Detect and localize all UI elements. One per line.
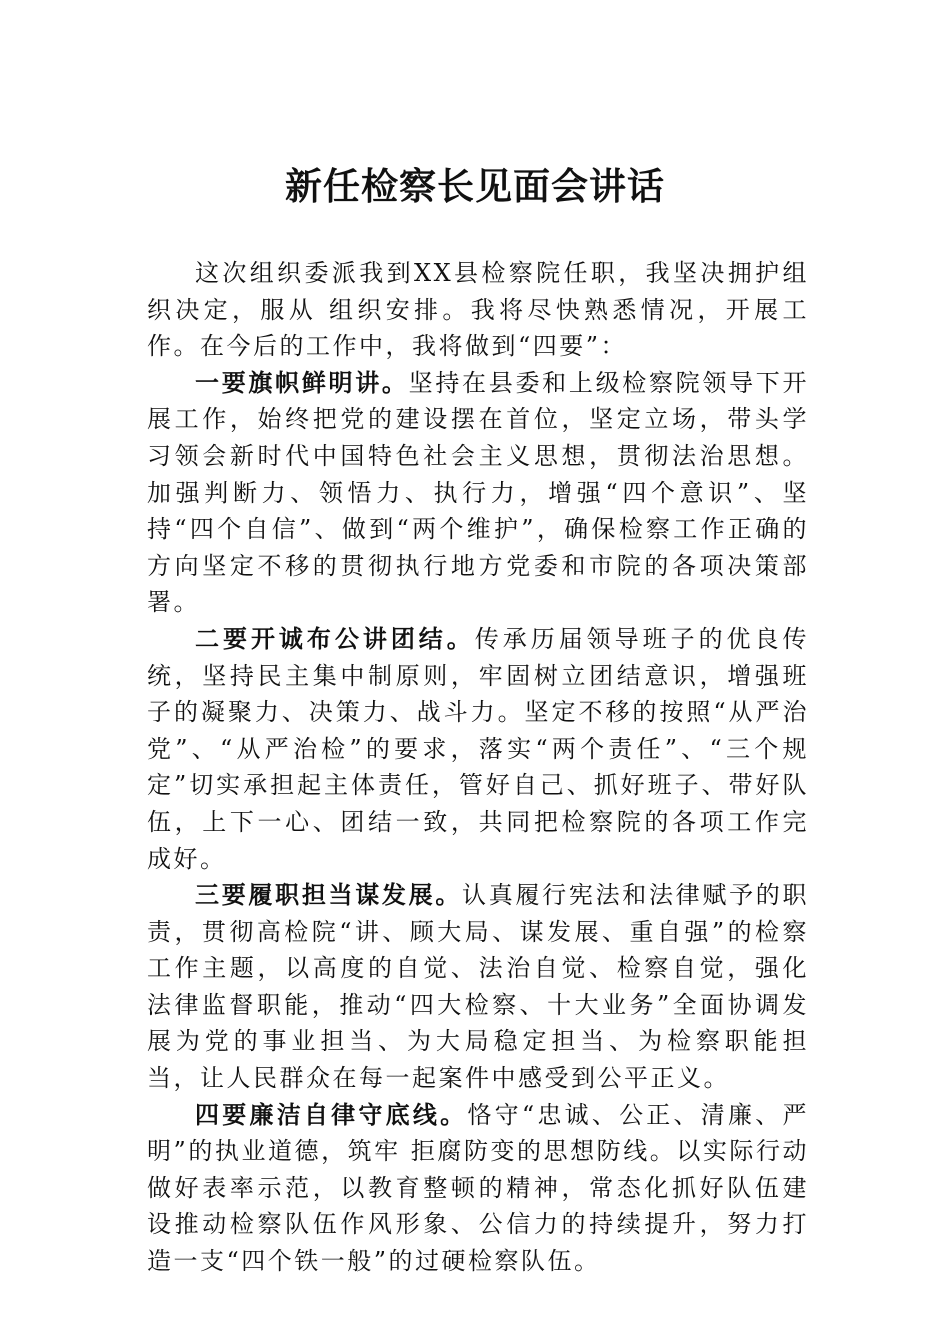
document-body (147, 255, 809, 1280)
section-heading-1: 一要旗帜鲜明讲。 (195, 367, 409, 397)
section-paragraph-3 (147, 877, 809, 1097)
section-paragraph-4 (147, 1097, 809, 1280)
section-heading-2: 二要开诚布公讲团结。 (195, 623, 475, 653)
intro-paragraph: 这次组织委派我到XX县检察院任职，我坚决拥护组织决定，服从 组织安排。我将尽快熟悉情况，开展工作。在今后的工作中，我将做到“四要”： (147, 259, 809, 361)
section-text-3: 认真履行宪法和法律赋予的职责，贯彻高检院“讲、顾大局、谋发展、重自强”的检察工作主题，以高度的自觉、法治自觉、检察自觉，强化法律监督职能，推动“四大检察、十大业务”全面协调发展为党的事业担当、为大局稳定担当、为检察职能担当，让人民群众在每一起案件中感受到公平正义。 (147, 881, 810, 1093)
section-text-1: 坚持在县委和上级检察院领导下开展工作，始终把党的建设摆在首位，坚定立场，带头学习领会新时代中国特色社会主义思想，贯彻法治思想。加强判断力、领悟力、执行力，增强“四个意识”、坚持“四个自信”、做到“两个维护”，确保检察工作正确的方向坚定不移的贯彻执行地方党委和市院的各项决策部署。 (147, 368, 810, 617)
section-heading-4: 四要廉洁自律守底线。 (195, 1099, 468, 1129)
section-paragraph-2 (147, 621, 809, 877)
section-text-2: 传承历届领导班子的优良传统，坚持民主集中制原则，牢固树立团结意识，增强班子的凝聚力、决策力、战斗力。坚定不移的按照“从严治党”、“从严治检”的要求，落实“两个责任”、“三个规定”切实承担起主体责任，管好自己、抓好班子、带好队伍，上下一心、团结一致，共同把检察院的各项工作完成好。 (147, 624, 810, 873)
section-heading-3: 三要履职担当谋发展。 (195, 880, 463, 910)
document-title: 新任检察长见面会讲话 (285, 164, 665, 208)
section-text-4: 恪守“忠诚、公正、清廉、严明”的执业道德，筑牢 拒腐防变的思想防线。以实际行动做好表率示范，以教育整顿的精神，常态化抓好队伍建设推动检察队伍作风形象、公信力的持续提升，努力打造一支“四个铁一般”的过硬检察队伍。 (147, 1100, 809, 1276)
section-paragraph-1 (147, 365, 809, 621)
